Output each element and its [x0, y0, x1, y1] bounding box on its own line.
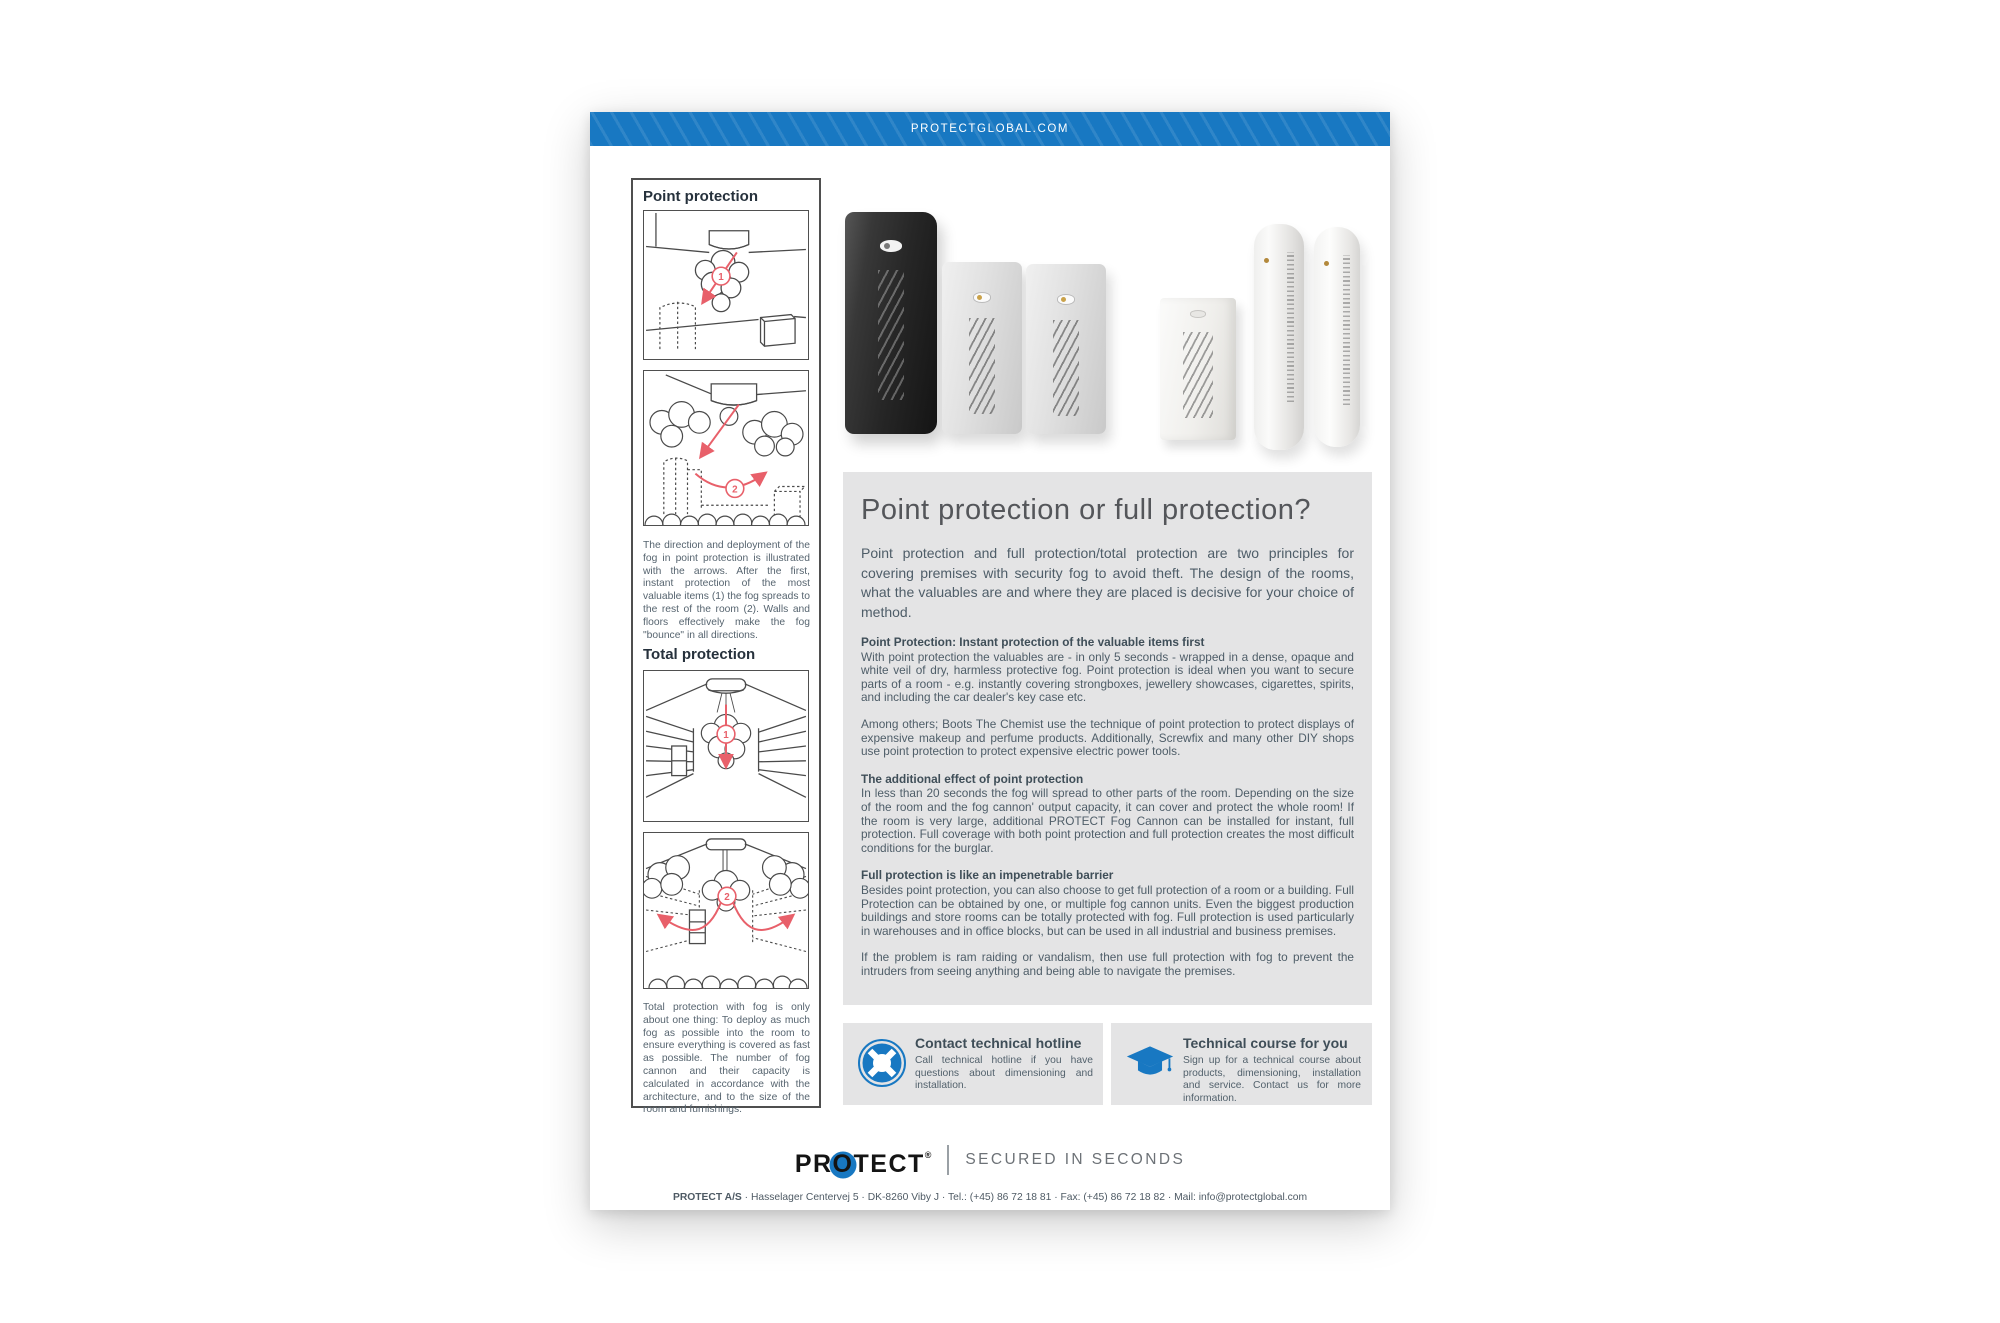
fog-cannon-column-1: [1254, 224, 1304, 450]
section-paragraph: With point protection the valuables are - in only 5 seconds - wrapped in a dense, opaque and white veil of dry, harmless protective fog. Point protection is ideal when you want to secure parts of a room - e.g. instantly covering strongboxes, jewellery showcases, cigarettes, spirits, and including the car dealer's key case etc.: [861, 649, 1354, 705]
diagram-total-protection-step2: [643, 832, 809, 989]
brand-tagline: SECURED IN SECONDS: [965, 1150, 1186, 1168]
card-body: Call technical hotline if you have questions about dimensioning and installation.: [915, 1055, 1093, 1092]
sidebar-illustrations: [631, 178, 821, 1116]
footer-address: [590, 1192, 1390, 1203]
fog-cannon-gray-2: [1026, 264, 1106, 434]
dashed-showcase: [660, 302, 696, 349]
svg-text:2: 2: [724, 892, 730, 904]
total-protection-title: Total protection: [643, 646, 756, 663]
logo-globe-o: O: [833, 1147, 854, 1181]
fog-floor: [645, 514, 805, 526]
cannon-nozzle: [1264, 258, 1269, 263]
point-protection-caption: The direction and deployment of the fog in point protection is illustrated with the arrows. After the first, instant protection of the most valuable items (1) the fog spreads to the rest of the room (2). Walls and floors effectively make the fog "bounce" in all directions.: [643, 540, 810, 641]
lifebuoy-icon: [857, 1037, 907, 1089]
diagram-total-protection-step1: [643, 670, 809, 822]
section-paragraph: In less than 20 seconds the fog will spread to other parts of the room. Depending on the size of the room and the fog cannon' output capacity, it can cover and protect the whole room! If the room is very large, additional PROTECT Fog Cannon can be installed for instant, full protection. Full coverage with both point protection and full protection creates the most difficult conditions for the burglar.: [861, 786, 1354, 855]
section-title-point-protection: Point Protection: Instant protection of the valuable items first: [861, 635, 1205, 649]
header-url[interactable]: PROTECTGLOBAL.COM: [910, 123, 1070, 135]
card-title: Technical course for you: [1183, 1035, 1348, 1051]
protect-logo: [795, 1138, 932, 1181]
svg-text:2: 2: [732, 484, 738, 496]
logo-text-left: PR: [794, 1150, 833, 1178]
cannon-vents: [969, 318, 995, 414]
cannon-vents: [1343, 255, 1350, 405]
logo-text-right: TECT: [853, 1150, 925, 1178]
product-photos: [840, 207, 1372, 452]
cannon-nozzle: [1057, 294, 1075, 305]
total-protection-caption: Total protection with fog is only about one thing: To deploy as much fog as possible into the room to ensure everything is covered as fast as possible. The number of fog cannon and their capacity is calculated in accordance with the architecture, and to the size of the room and furnishings.: [643, 1002, 810, 1116]
section-paragraph: Besides point protection, you can also choose to get full protection of a room or a building. Full Protection can be obtained by one, or multiple fog cannon units. Even the biggest production buildings and store rooms can be totally protected with fog. Full protection is used particularly in warehouses and in office blocks, but can be used in all industrial and business premises.: [861, 882, 1354, 938]
brochure-page: [590, 112, 1390, 1210]
graduation-cap-icon: [1125, 1037, 1175, 1089]
footer-brand-row: [590, 1138, 1390, 1181]
card-body: Sign up for a technical course about products, dimensioning, installation and service. Contact us for more information.: [1183, 1055, 1361, 1104]
section-title-full-protection: Full protection is like an impenetrable barrier: [861, 868, 1114, 883]
fog-clouds: [650, 402, 803, 456]
card-title: Contact technical hotline: [915, 1035, 1082, 1051]
svg-text:1: 1: [718, 272, 724, 284]
fog-cannon-column-2: [1314, 227, 1360, 447]
fog-floor: [649, 976, 807, 989]
section-paragraph: Among others; Boots The Chemist use the technique of point protection to protect displays of expensive makeup and perfume products. Additionally, Screwfix and many other DIY shops use point protection to protect expensive electric power tools.: [861, 716, 1354, 759]
point-protection-title: Point protection: [643, 188, 758, 205]
article-heading: Point protection or full protection?: [861, 494, 1312, 526]
cannon-nozzle: [880, 240, 902, 252]
diagram-point-protection-step1: [643, 210, 809, 360]
cannon-vents: [1053, 320, 1079, 416]
registered-mark: ®: [924, 1150, 932, 1160]
address-details: · Hasselager Centervej 5 · DK-8260 Viby J · Tel.: (+45) 86 72 18 81 · Fax: (+45) 86 72 18 82 · Mail: info@protectglobal.com: [741, 1192, 1308, 1203]
contact-hotline-card: [843, 1023, 1103, 1105]
section-title-additional-effect: The additional effect of point protection: [861, 771, 1084, 786]
cannon-nozzle: [1324, 261, 1329, 266]
section-paragraph: If the problem is ram raiding or vandalism, then use full protection with fog to prevent the intruders from seeing anything and being able to navigate the premises.: [861, 950, 1354, 978]
main-article-panel: [843, 472, 1372, 1005]
cannon-vents: [1183, 332, 1213, 418]
fog-cannon-black-large: [845, 212, 937, 434]
logo-divider: [947, 1145, 949, 1175]
fog-cannon-gray-1: [942, 262, 1022, 434]
header-bar: [590, 112, 1390, 146]
cannon-vents: [878, 270, 904, 400]
svg-text:1: 1: [723, 730, 729, 742]
cannon-nozzle: [973, 292, 991, 303]
cannon-nozzle: [1190, 310, 1206, 318]
technical-course-card: [1111, 1023, 1372, 1105]
diagram-point-protection-step2: [643, 370, 809, 526]
company-name: PROTECT A/S: [672, 1192, 742, 1203]
article-intro: Point protection and full protection/total protection are two principles for covering premises with security fog to avoid theft. The design of the rooms, what the valuables are and where they are placed is decisive for your choice of method.: [861, 545, 1354, 620]
fog-cannon-white-compact: [1160, 298, 1236, 440]
cannon-vents: [1287, 252, 1294, 402]
